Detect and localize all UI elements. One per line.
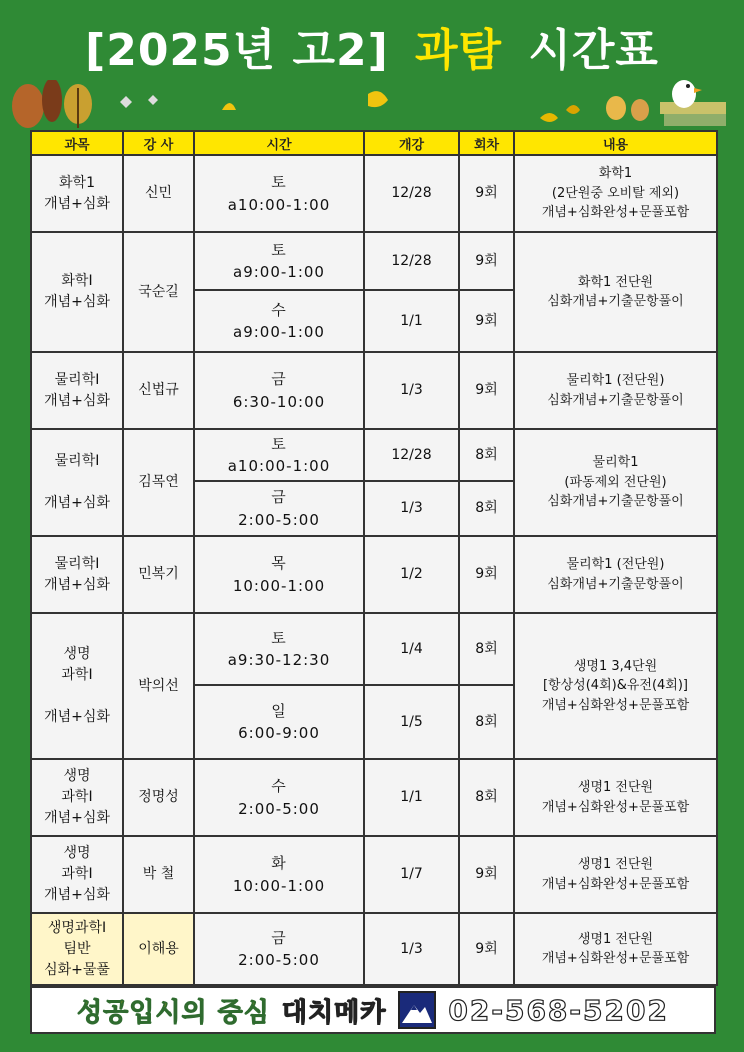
start-cell: 1/5 — [364, 685, 459, 759]
table-row — [31, 536, 717, 613]
content-cell: 물리학1 (파동제외 전단원) 심화개념+기출문항풀이 — [514, 429, 717, 536]
count-cell: 8회 — [459, 481, 514, 536]
table-row — [31, 759, 717, 836]
duck-on-books-icon — [660, 80, 726, 126]
time-cell: 토 a10:00-1:00 — [194, 429, 364, 481]
content-cell: 생명1 전단원 개념+심화완성+문풀포함 — [514, 759, 717, 836]
footer-brand: 대치메카 — [281, 997, 387, 1028]
start-cell: 12/28 — [364, 155, 459, 232]
subject-cell: 물리학Ⅰ 개념+심화 — [31, 352, 123, 429]
time-cell: 화 10:00-1:00 — [194, 836, 364, 913]
teacher-cell: 박 철 — [123, 836, 194, 913]
timetable — [30, 130, 718, 986]
count-cell: 9회 — [459, 290, 514, 352]
time-cell: 금 2:00-5:00 — [194, 481, 364, 536]
page-title — [0, 14, 744, 78]
teacher-cell: 김목연 — [123, 429, 194, 536]
count-cell: 8회 — [459, 429, 514, 481]
table-row — [31, 429, 717, 481]
count-cell: 9회 — [459, 913, 514, 985]
count-cell: 9회 — [459, 536, 514, 613]
teacher-cell: 정명성 — [123, 759, 194, 836]
table-row — [31, 613, 717, 685]
subject-cell: 생명 과학Ⅰ 개념+심화 — [31, 836, 123, 913]
content-cell: 생명1 전단원 개념+심화완성+문풀포함 — [514, 913, 717, 985]
content-cell: 화학1 (2단원중 오비탈 제외) 개념+심화완성+문풀포함 — [514, 155, 717, 232]
title-prefix: [2025년 고2] — [85, 25, 389, 76]
time-cell: 토 a10:00-1:00 — [194, 155, 364, 232]
table-header-row — [31, 131, 717, 155]
count-cell: 9회 — [459, 836, 514, 913]
header-teacher: 강 사 — [123, 131, 194, 155]
table-row — [31, 232, 717, 290]
count-cell: 8회 — [459, 685, 514, 759]
teacher-cell: 이해용 — [123, 913, 194, 985]
autumn-leaves-icon — [0, 80, 744, 132]
start-cell: 1/2 — [364, 536, 459, 613]
start-cell: 1/3 — [364, 481, 459, 536]
start-cell: 1/7 — [364, 836, 459, 913]
table-row — [31, 913, 717, 985]
teacher-cell: 박의선 — [123, 613, 194, 759]
teacher-cell: 국순길 — [123, 232, 194, 352]
subject-cell: 물리학Ⅰ 개념+심화 — [31, 536, 123, 613]
count-cell: 9회 — [459, 155, 514, 232]
content-cell: 생명1 전단원 개념+심화완성+문풀포함 — [514, 836, 717, 913]
footer-slogan: 성공입시의 중심 — [77, 997, 270, 1028]
start-cell: 1/3 — [364, 352, 459, 429]
time-cell: 금 6:30-10:00 — [194, 352, 364, 429]
start-cell: 1/1 — [364, 290, 459, 352]
teacher-cell: 신민 — [123, 155, 194, 232]
header-subject: 과목 — [31, 131, 123, 155]
teacher-cell: 민복기 — [123, 536, 194, 613]
time-cell: 일 6:00-9:00 — [194, 685, 364, 759]
header-time: 시간 — [194, 131, 364, 155]
subject-cell: 생명과학Ⅰ 팀반 심화+물풀 — [31, 913, 123, 985]
time-cell: 토 a9:30-12:30 — [194, 613, 364, 685]
header-count: 회차 — [459, 131, 514, 155]
content-cell: 물리학1 (전단원) 심화개념+기출문항풀이 — [514, 536, 717, 613]
start-cell: 1/3 — [364, 913, 459, 985]
subject-cell: 물리학Ⅰ 개념+심화 — [31, 429, 123, 536]
teacher-cell: 신법규 — [123, 352, 194, 429]
footer-phone: 02-568-5202 — [448, 993, 669, 1027]
subject-cell: 생명 과학Ⅰ 개념+심화 — [31, 759, 123, 836]
count-cell: 8회 — [459, 759, 514, 836]
table-row — [31, 352, 717, 429]
subject-cell: 화학Ⅰ 개념+심화 — [31, 232, 123, 352]
header-start: 개강 — [364, 131, 459, 155]
start-cell: 1/1 — [364, 759, 459, 836]
title-suffix: 시간표 — [528, 25, 659, 76]
table-row — [31, 155, 717, 232]
time-cell: 수 2:00-5:00 — [194, 759, 364, 836]
time-cell: 수 a9:00-1:00 — [194, 290, 364, 352]
time-cell: 목 10:00-1:00 — [194, 536, 364, 613]
start-cell: 1/4 — [364, 613, 459, 685]
subject-cell: 화학1 개념+심화 — [31, 155, 123, 232]
count-cell: 9회 — [459, 232, 514, 290]
content-cell: 생명1 3,4단원 [항상성(4회)&유전(4회)] 개념+심화완성+문풀포함 — [514, 613, 717, 759]
title-highlight: 과탐 — [415, 25, 503, 76]
subject-cell: 생명 과학Ⅰ 개념+심화 — [31, 613, 123, 759]
count-cell: 8회 — [459, 613, 514, 685]
footer-banner — [30, 986, 716, 1034]
content-cell: 물리학1 (전단원) 심화개념+기출문항풀이 — [514, 352, 717, 429]
header-content: 내용 — [514, 131, 717, 155]
count-cell: 9회 — [459, 352, 514, 429]
content-cell: 화학1 전단원 심화개념+기출문항풀이 — [514, 232, 717, 352]
time-cell: 토 a9:00-1:00 — [194, 232, 364, 290]
start-cell: 12/28 — [364, 232, 459, 290]
time-cell: 금 2:00-5:00 — [194, 913, 364, 985]
table-row — [31, 836, 717, 913]
start-cell: 12/28 — [364, 429, 459, 481]
mountain-logo-icon — [398, 991, 436, 1029]
